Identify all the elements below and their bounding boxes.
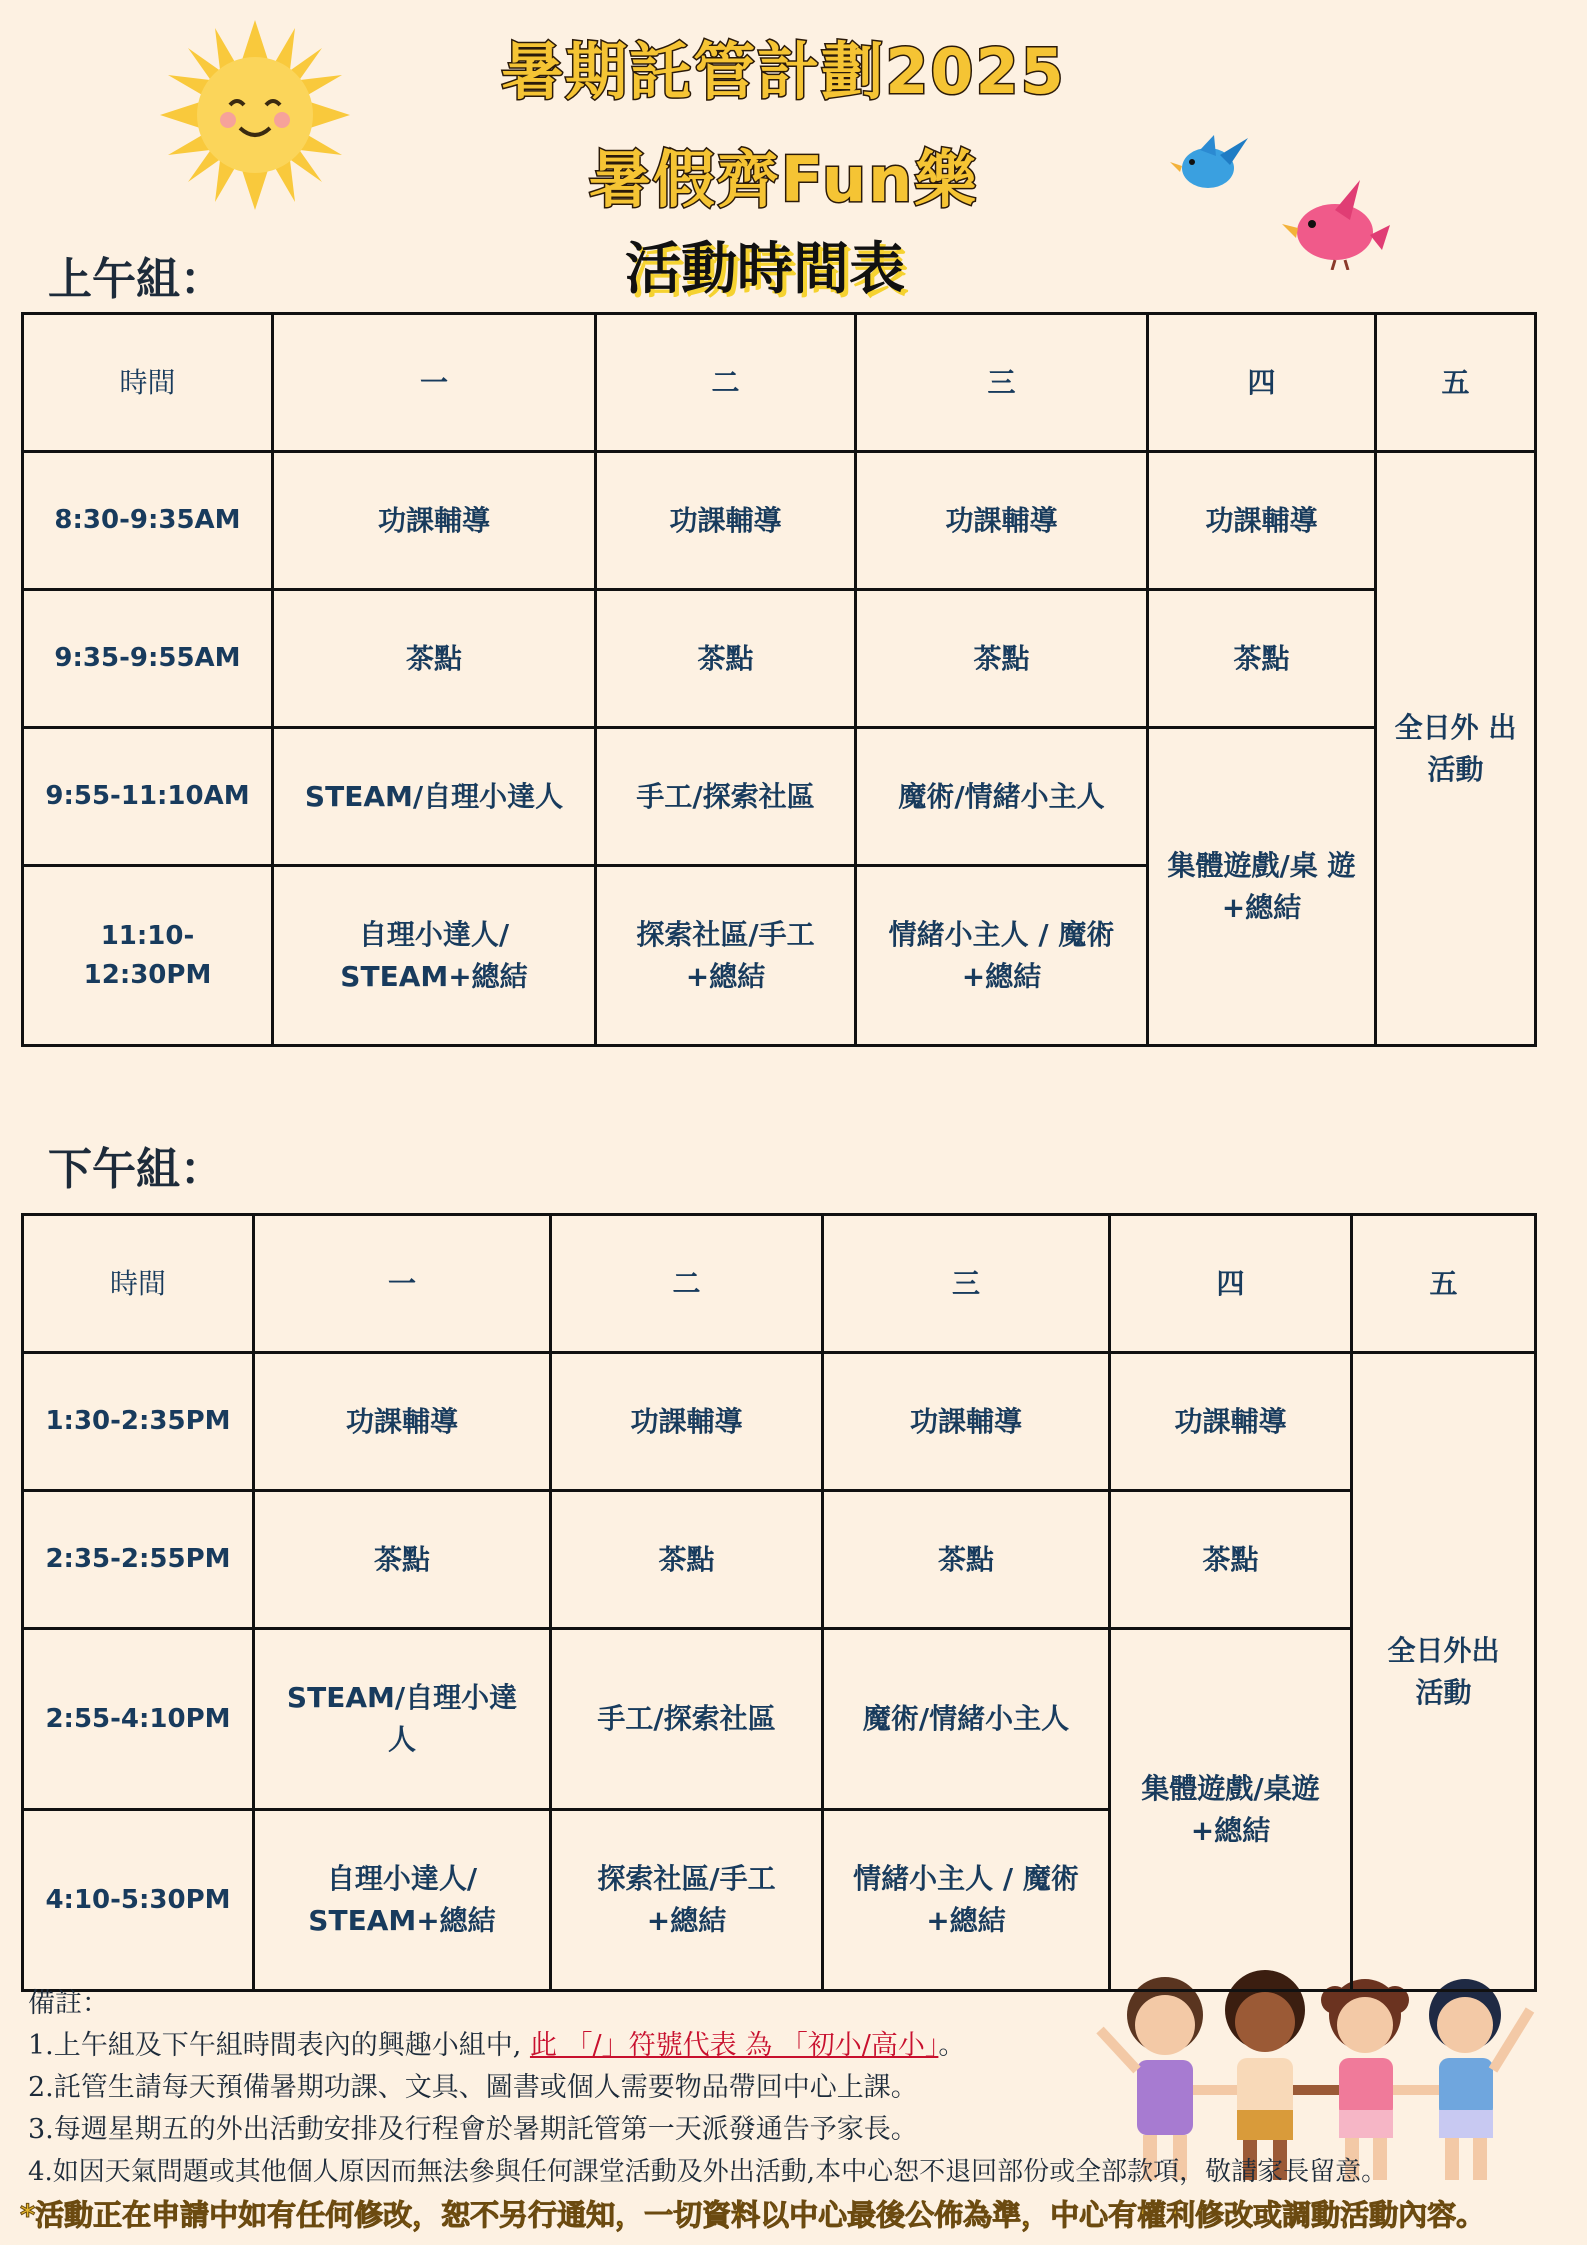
- disclaimer: *活動正在申請中如有任何修改，恕不另行通知，一切資料以中心最後公佈為準，中心有權利修改或調動活動內容。: [20, 2198, 1486, 2232]
- activity-cell: 探索社區/手工 +總結: [596, 866, 856, 1046]
- header-wed: 三: [823, 1215, 1110, 1353]
- activity-cell: 茶點: [551, 1491, 823, 1629]
- friday-outing-cell: 全日外出 活動: [1352, 1353, 1536, 1991]
- schedule-heading: 活動時間表: [625, 237, 905, 302]
- note-1: [28, 2025, 1568, 2067]
- header-mon: 一: [273, 314, 596, 452]
- activity-cell: 功課輔導: [856, 452, 1148, 590]
- time-slot: 1:30-2:35PM: [23, 1353, 254, 1491]
- activity-cell: 手工/探索社區: [596, 728, 856, 866]
- am-schedule-table: [21, 312, 1537, 1047]
- table-row: [23, 452, 1536, 590]
- activity-cell: 茶點: [273, 590, 596, 728]
- note-3: 3.每週星期五的外出活動安排及行程會於暑期託管第一天派發通告予家長。: [28, 2114, 918, 2145]
- activity-cell: 茶點: [254, 1491, 551, 1629]
- activity-cell: 情緒小主人 / 魔術 +總結: [823, 1810, 1110, 1991]
- pm-group-label: 下午組：: [48, 1144, 224, 1195]
- table-row: [23, 590, 1536, 728]
- activity-cell: 情緒小主人 / 魔術 +總結: [856, 866, 1148, 1046]
- header-tue: 二: [596, 314, 856, 452]
- friday-outing-cell: 全日外 出活動: [1376, 452, 1536, 1046]
- table-row: [23, 728, 1536, 866]
- note-1-end: 。: [938, 2030, 966, 2061]
- activity-cell: 茶點: [596, 590, 856, 728]
- header-tue: 二: [551, 1215, 823, 1353]
- activity-cell: STEAM/自理小達 人: [254, 1629, 551, 1810]
- activity-cell: 探索社區/手工 +總結: [551, 1810, 823, 1991]
- activity-cell: 茶點: [856, 590, 1148, 728]
- time-slot: 9:55-11:10AM: [23, 728, 273, 866]
- table-row: [23, 1353, 1536, 1491]
- activity-cell: 魔術/情緒小主人: [823, 1629, 1110, 1810]
- activity-cell: 功課輔導: [596, 452, 856, 590]
- header-fri: 五: [1376, 314, 1536, 452]
- header-thu: 四: [1110, 1215, 1352, 1353]
- time-slot: 11:10-12:30PM: [23, 866, 273, 1046]
- activity-cell: 功課輔導: [1148, 452, 1376, 590]
- activity-cell: 功課輔導: [273, 452, 596, 590]
- activity-cell: 自理小達人/ STEAM+總結: [273, 866, 596, 1046]
- activity-cell: STEAM/自理小達人: [273, 728, 596, 866]
- header-thu: 四: [1148, 314, 1376, 452]
- time-slot: 2:55-4:10PM: [23, 1629, 254, 1810]
- note-2: 2.託管生請每天預備暑期功課、文具、圖書或個人需要物品帶回中心上課。: [28, 2072, 918, 2103]
- activity-cell: 茶點: [823, 1491, 1110, 1629]
- page-title: 暑期託管計劃2025: [501, 35, 1066, 108]
- header-time: 時間: [23, 314, 273, 452]
- header-fri: 五: [1352, 1215, 1536, 1353]
- activity-cell: 功課輔導: [551, 1353, 823, 1491]
- pm-schedule-table: [21, 1213, 1537, 1992]
- activity-cell: 茶點: [1148, 590, 1376, 728]
- time-slot: 4:10-5:30PM: [23, 1810, 254, 1991]
- table-header-row: [23, 1215, 1536, 1353]
- time-slot: 2:35-2:55PM: [23, 1491, 254, 1629]
- note-1-text: 1.上午組及下午組時間表內的興趣小組中,: [28, 2030, 522, 2061]
- table-header-row: [23, 314, 1536, 452]
- activity-cell: 自理小達人/ STEAM+總結: [254, 1810, 551, 1991]
- activity-cell: 功課輔導: [823, 1353, 1110, 1491]
- activity-cell: 魔術/情緒小主人: [856, 728, 1148, 866]
- header-mon: 一: [254, 1215, 551, 1353]
- activity-cell: 茶點: [1110, 1491, 1352, 1629]
- time-slot: 9:35-9:55AM: [23, 590, 273, 728]
- note-4: 4.如因天氣問題或其他個人原因而無法參與任何課堂活動及外出活動,本中心恕不退回部份或全部款項，敬請家長留意。: [28, 2157, 1388, 2187]
- activity-cell: 手工/探索社區: [551, 1629, 823, 1810]
- header-time: 時間: [23, 1215, 254, 1353]
- activity-cell: 集體遊戲/桌 遊+總結: [1148, 728, 1376, 1046]
- note-1-highlight: 此 「/」符號代表 為 「初小/高小」: [529, 2030, 939, 2061]
- am-group-label: 上午組：: [48, 254, 224, 305]
- table-row: [23, 1629, 1536, 1810]
- activity-cell: 集體遊戲/桌遊 +總結: [1110, 1629, 1352, 1991]
- notes-heading: 備註：: [28, 1988, 109, 2019]
- header-wed: 三: [856, 314, 1148, 452]
- table-row: [23, 1491, 1536, 1629]
- notes-section: [28, 1983, 1568, 2193]
- activity-cell: 功課輔導: [1110, 1353, 1352, 1491]
- time-slot: 8:30-9:35AM: [23, 452, 273, 590]
- page-subtitle-fun: 暑假齊Fun樂: [588, 143, 979, 216]
- activity-cell: 功課輔導: [254, 1353, 551, 1491]
